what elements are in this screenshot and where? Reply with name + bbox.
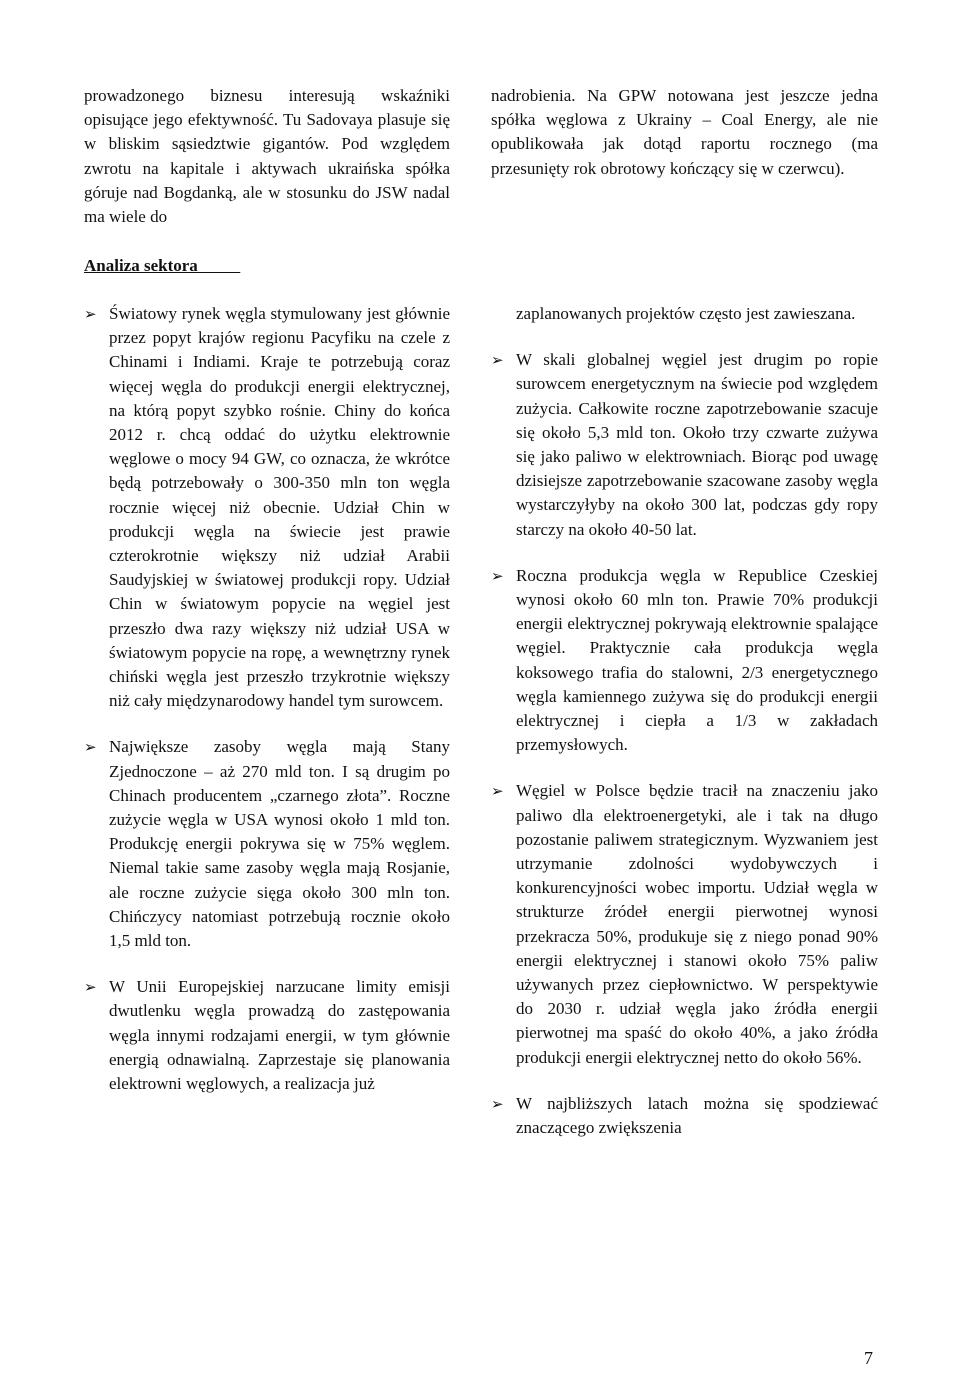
- bullet-item: [84, 302, 450, 713]
- bullet-text: Roczna produkcja węgla w Republice Czeskiej wynosi około 60 mln ton. Prawie 70% produkcji energii elektrycznej pokrywają elektrownie spalające węgiel. Praktycznie cała produkcja węgla koksowego trafia do stalowni, 2/3 energetycznego węgla kamiennego zużywa się do produkcji energii elektrycznej i ciepła a 1/3 w zakładach przemysłowych.: [516, 565, 878, 755]
- section-heading: Analiza sektora: [84, 256, 241, 275]
- bullet-item: [491, 564, 878, 758]
- arrow-bullet-icon: ➢: [491, 566, 504, 585]
- bullet-text: Światowy rynek węgla stymulowany jest głównie przez popyt krajów regionu Pacyfiku na czele z Chinami i Indiami. Kraje te potrzebują coraz więcej węgla do produkcji energii elektrycznej, na którą popyt szybko rośnie. Chiny do końca 2012 r. chcą oddać do użytku elektrownie węglowe o mocy 94 GW, co oznacza, że wkrótce będą potrzebowały o 300-350 mln ton węgla rocznie więcej niż obecnie. Udział Chin w produkcji węgla na świecie jest prawie czterokrotnie większy niż udział Arabii Saudyjskiej w światowej produkcji ropy. Udział Chin w światowym popycie na węgiel jest przeszło dwa razy większy niż udział USA w światowym popycie na ropę, a wewnętrzny rynek chiński węgla jest przeszło trzykrotnie większy niż cały międzynarodowy handel tym surowcem.: [109, 304, 450, 711]
- arrow-bullet-icon: ➢: [491, 1094, 504, 1113]
- page-number: 7: [864, 1348, 873, 1368]
- bullet-text: Największe zasoby węgla mają Stany Zjednoczone – aż 270 mld ton. I są drugim po Chinach producentem „czarnego złota”. Roczne zużycie węgla w USA wynosi około 1 mld ton. Produkcję energii pokrywa się w 75% węglem. Niemal takie same zasoby węgla mają Rosjanie, ale roczne zużycie sięga około 300 mln ton. Chińczycy natomiast potrzebują rocznie około 1,5 mld ton.: [109, 737, 450, 951]
- right-column: [491, 302, 878, 1162]
- arrow-bullet-icon: ➢: [84, 305, 97, 323]
- bullet-text: W skali globalnej węgiel jest drugim po ropie surowcem energetycznym na świecie pod względem zużycia. Całkowite roczne zapotrzebowanie szacuje się około 5,3 mld ton. Około trzy czwarte zużywa się jako paliwo w elektrowniach. Biorąc pod uwagę dzisiejsze zapotrzebowanie szacowane zasoby węgla wystarczyłyby na około 300 lat, podczas gdy ropy starczy na około 40-50 lat.: [516, 350, 878, 539]
- arrow-bullet-icon: ➢: [84, 978, 97, 997]
- bullet-item: [84, 975, 450, 1096]
- arrow-bullet-icon: ➢: [491, 351, 504, 370]
- top-left-paragraph: prowadzonego biznesu interesują wskaźniki opisujące jego efektywność. Tu Sadovaya plasuje się w bliskim sąsiedztwie gigantów. Pod względem zwrotu na kapitale i aktywach ukraińska spółka góruje nad Bogdanką, ale w stosunku do JSW nadal ma wiele do: [84, 86, 450, 227]
- left-column: [84, 302, 450, 1118]
- bullet-text: W najbliższych latach można się spodziewać znaczącego zwiększenia: [516, 1093, 878, 1138]
- bullet-text: Węgiel w Polsce będzie tracił na znaczeniu jako paliwo dla elektroenergetyki, ale i tak na długo pozostanie paliwem strategicznym. Wyzwaniem jest utrzymanie zdolności wydobywczych i konkurencyjności wobec importu. Udział węgla w strukturze źródeł energii pierwotnej wynosi przekracza 50%, produkuje się z niego ponad 90% energii elektrycznej i stanowi około 75% paliw używanych przez ciepłownictwo. W perspektywie do 2030 r. udział węgla jako źródła energii pierwotnej ma spaść do około 40%, a jako źródła produkcji energii elektrycznej netto do około 56%.: [516, 781, 878, 1067]
- bullet-item: [491, 348, 878, 542]
- arrow-bullet-icon: ➢: [84, 738, 97, 757]
- continuation-text: zaplanowanych projektów często jest zawieszana.: [516, 304, 856, 323]
- bullet-item: [84, 735, 450, 953]
- arrow-bullet-icon: ➢: [491, 782, 504, 801]
- bullet-item: [491, 1092, 878, 1140]
- top-right-paragraph: nadrobienia. Na GPW notowana jest jeszcze jedna spółka węglowa z Ukrainy – Coal Energy, ale nie opublikowała jak dotąd raportu rocznego (ma przesunięty rok obrotowy kończący się w czerwcu).: [491, 86, 878, 178]
- bullet-item: [491, 779, 878, 1069]
- bullet-text: W Unii Europejskiej narzucane limity emisji dwutlenku węgla prowadzą do zastępowania węgla innymi rodzajami energii, w tym głównie energią odnawialną. Zaprzestaje się planowania elektrowni węglowych, a realizacja już: [109, 977, 450, 1094]
